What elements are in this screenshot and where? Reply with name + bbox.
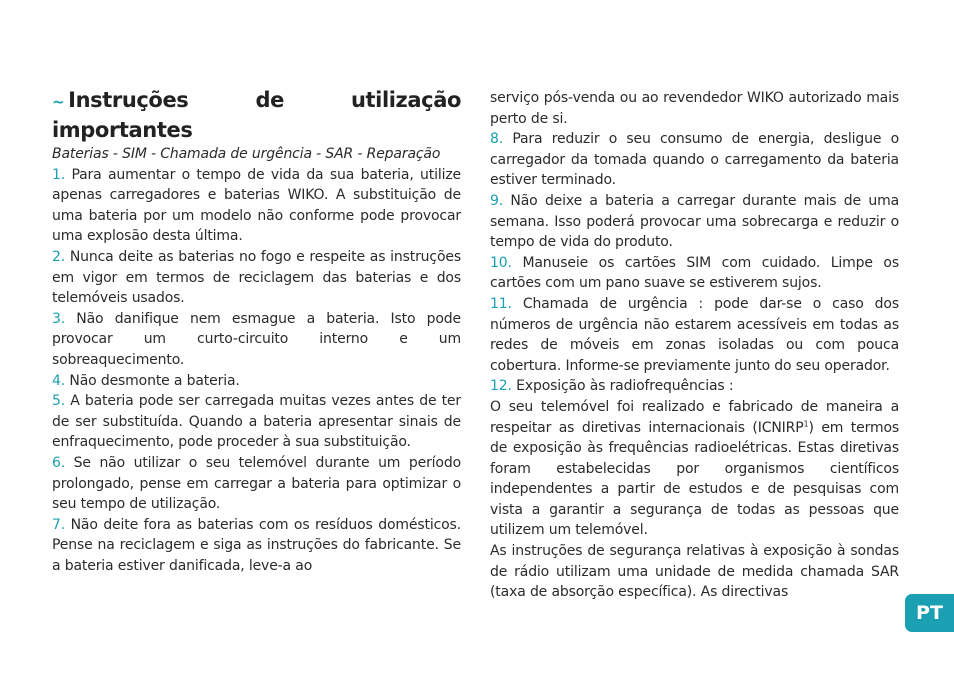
- item-text: Chamada de urgência : pode dar-se o caso dos números de urgência não estarem acessíveis em todas as redes de móveis em zonas isoladas ou com pouca cobertura. Informe-se previamente junto do seu operador.: [490, 295, 899, 374]
- tilde-icon: ~: [52, 93, 65, 111]
- item-text: Para aumentar o tempo de vida da sua bateria, utilize apenas carregadores e baterias WIKO. A substituição de uma bateria por um modelo não conforme pode provocar uma explosão desta última.: [52, 166, 461, 245]
- item-number: 12.: [490, 378, 512, 395]
- item-text: Para reduzir o seu consumo de energia, desligue o carregador da tomada quando o carregamento da bateria estiver terminado.: [490, 131, 899, 189]
- item-number: 9.: [490, 192, 504, 209]
- left-column: [52, 86, 461, 576]
- section-subtitle: Baterias - SIM - Chamada de urgência - SAR - Reparação: [52, 146, 441, 162]
- continuation-text: serviço pós-venda ou ao revendedor WIKO autorizado mais perto de si.: [490, 90, 899, 127]
- list-item: [52, 371, 461, 392]
- item-text: Manuseie os cartões SIM com cuidado. Limpe os cartões com um pano suave se estiverem sujos.: [490, 254, 899, 292]
- list-item: [52, 391, 461, 453]
- item-number: 2.: [52, 248, 66, 265]
- item-number: 3.: [52, 310, 66, 327]
- item-number: 11.: [490, 295, 512, 312]
- item-text: A bateria pode ser carregada muitas vezes antes de ter de ser substituída. Quando a bateria apresentar sinais de enfraquecimento, pode proceder à sua substituição.: [52, 393, 461, 451]
- item-number: 7.: [52, 516, 66, 533]
- item-number: 6.: [52, 454, 66, 471]
- rf-paragraph-1: [490, 397, 899, 541]
- rf-paragraph-2: As instruções de segurança relativas à exposição à sondas de rádio utilizam uma unidade de medida chamada SAR (taxa de absorção específica). As directivas: [490, 543, 899, 601]
- list-item: [490, 253, 899, 294]
- list-item: [52, 247, 461, 309]
- item-text: Se não utilizar o seu telemóvel durante um período prolongado, pense em carregar a bateria para optimizar o seu tempo de utilização.: [52, 454, 461, 513]
- list-item: [52, 515, 461, 577]
- section-title: [52, 86, 461, 144]
- item-text: Não deite fora as baterias com os resíduos domésticos. Pense na reciclagem e siga as instruções do fabricante. Se a bateria estiver danificada, leve-a ao: [52, 516, 461, 574]
- footnote-marker: 1: [803, 418, 809, 428]
- item-text: Não danifique nem esmague a bateria. Isto pode provocar um curto-circuito interno e um sobreaquecimento.: [52, 310, 461, 368]
- list-item-heading: [490, 376, 899, 397]
- list-item: [490, 191, 899, 253]
- item-heading: Exposição às radiofrequências :: [516, 378, 734, 395]
- item-text: Não desmonte a bateria.: [69, 372, 240, 389]
- list-item: [52, 165, 461, 247]
- item-number: 1.: [52, 166, 66, 183]
- rf-text-a: O seu telemóvel foi realizado e fabricado de maneira a respeitar as diretivas internacionais (ICNIRP: [490, 398, 899, 436]
- item-number: 8.: [490, 131, 504, 148]
- language-badge: PT: [905, 594, 954, 632]
- right-column: [490, 88, 899, 603]
- list-item: [490, 129, 899, 191]
- rf-text-b: ) em termos de exposição às frequências radioelétricas. Estas diretivas foram estabelecidas por organismos científicos independentes a partir de estudos e de pesquisas com vista a garantir a segurança de todas as pessoas que utilizem um telemóvel.: [490, 419, 900, 539]
- item-number: 5.: [52, 393, 66, 410]
- list-item: [52, 309, 461, 371]
- item-number: 10.: [490, 254, 512, 271]
- section-title-text: Instruções de utilização importantes: [52, 88, 461, 142]
- item-number: 4.: [52, 372, 66, 389]
- item-text: Nunca deite as baterias no fogo e respeite as instruções em vigor em termos de reciclagem das baterias e dos telemóveis usados.: [52, 248, 461, 307]
- item-text: Não deixe a bateria a carregar durante mais de uma semana. Isso poderá provocar uma sobrecarga e reduzir o tempo de vida do produto.: [490, 192, 899, 251]
- list-item: [52, 453, 461, 515]
- list-item: [490, 294, 899, 376]
